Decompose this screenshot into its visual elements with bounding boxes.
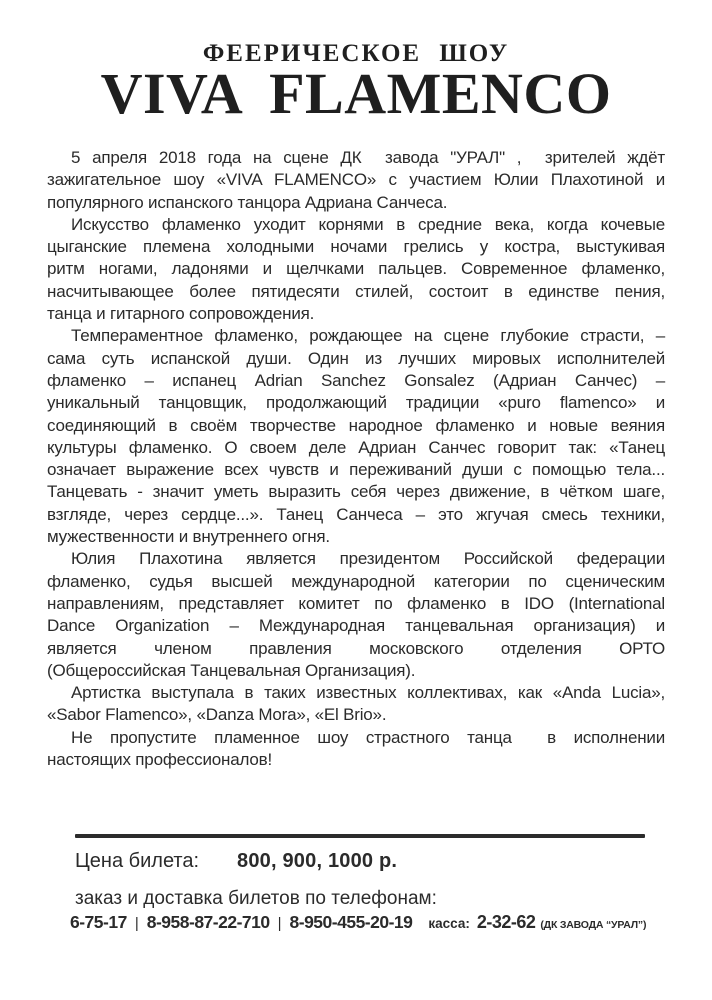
price-value: 800, 900, 1000 р. [237, 850, 398, 872]
text-line: означает выражение всех чувств и переживаний души с помощью тела... [47, 460, 665, 480]
phone-number: 8-958-87-22-710 [146, 912, 270, 932]
text-line: соединяющий в своём творчестве народное фламенко и новые веяния [47, 415, 665, 435]
price-label: Цена билета: [75, 850, 200, 872]
phone-separator: | [277, 915, 282, 932]
text-line: является членом правления московского отделения ОРТО [47, 638, 665, 658]
text-line: Темпераментное фламенко, рождающее на сцене глубокие страсти, – [71, 326, 665, 346]
text-line: 5 апреля 2018 года на сцене ДК завода "УРАЛ" , зрителей ждёт [71, 148, 665, 167]
text-line: Искусство фламенко уходит корнями в средние века, когда кочевые [71, 214, 665, 234]
price-row [75, 850, 397, 873]
show-title: VIVA FLAMENCO [100, 61, 612, 126]
text-line: танца и гитарного сопровождения. [47, 304, 315, 324]
paragraph [47, 214, 665, 325]
paragraph [47, 727, 665, 772]
kassa-phone: 2-32-62 [476, 912, 536, 932]
phone-number: 6-75-17 [70, 912, 127, 932]
text-line: (Общероссийская Танцевальная Организация). [47, 660, 416, 680]
paragraph [47, 147, 665, 214]
kassa-label: касса: [428, 916, 470, 931]
text-line: «Sabor Flamenco», «Danza Mora», «El Brio». [47, 705, 387, 725]
paragraph [47, 682, 665, 727]
phone-list [70, 912, 412, 933]
text-line: направлениям, представляет комитет по фламенко в IDO (International [47, 593, 665, 613]
text-line: взгляде, через сердце...». Танец Санчеса – это жгучая смесь техники, [47, 504, 665, 524]
text-line: фламенко, судья высшей международной категории по сценическим [47, 571, 665, 591]
text-line: зажигательное шоу «VIVA FLAMENCO» с участием Юлии Плахотиной и [47, 170, 665, 190]
phone-number: 8-950-455-20-19 [289, 912, 413, 932]
kassa-note: (ДК ЗАВОДА “УРАЛ”) [540, 919, 647, 931]
text-line: настоящих профессионалов! [47, 750, 272, 770]
paragraph [47, 548, 665, 682]
text-line: ритм ногами, ладонями и щелчками пальцев. Современное фламенко, [47, 259, 665, 279]
phones-row [70, 912, 670, 933]
text-line: Танцевать - значит уметь выразить себя через движение, в чётком шаге, [47, 482, 665, 502]
text-line: культуры фламенко. О своем деле Адриан Санчес говорит так: «Танец [47, 437, 665, 457]
show-subtitle: ФЕЕРИЧЕСКОЕ ШОУ [202, 40, 510, 67]
phone-separator: | [134, 915, 139, 932]
text-line: Юлия Плахотина является президентом Российской федерации [71, 549, 665, 569]
article-body [47, 147, 665, 771]
text-line: популярного испанского танцора Адриана Санчеса. [47, 192, 448, 212]
text-line: мужественности и внутреннего огня. [47, 527, 330, 547]
text-line: Dance Organization – Международная танцевальная организация) и [47, 616, 665, 636]
text-line: насчитывающее более пятидесяти стилей, состоит в единстве пения, [47, 281, 665, 301]
text-line: фламенко – испанец Adrian Sanchez Gonsalez (Адриан Санчес) – [47, 370, 665, 390]
paragraph [47, 325, 665, 548]
text-line: уникальный танцовщик, продолжающий традиции «puro flamenco» и [47, 393, 665, 413]
order-info-text: заказ и доставка билетов по телефонам: [75, 888, 437, 909]
divider-rule [75, 834, 645, 838]
text-line: Артистка выступала в таких известных коллективах, как «Anda Lucia», [71, 683, 665, 703]
text-line: Не пропустите пламенное шоу страстного танца в исполнении [71, 727, 665, 747]
text-line: сама суть испанской души. Один из лучших мировых исполнителей [47, 348, 665, 368]
text-line: цыганские племена холодными ночами грелись у костра, выстукивая [47, 237, 665, 257]
